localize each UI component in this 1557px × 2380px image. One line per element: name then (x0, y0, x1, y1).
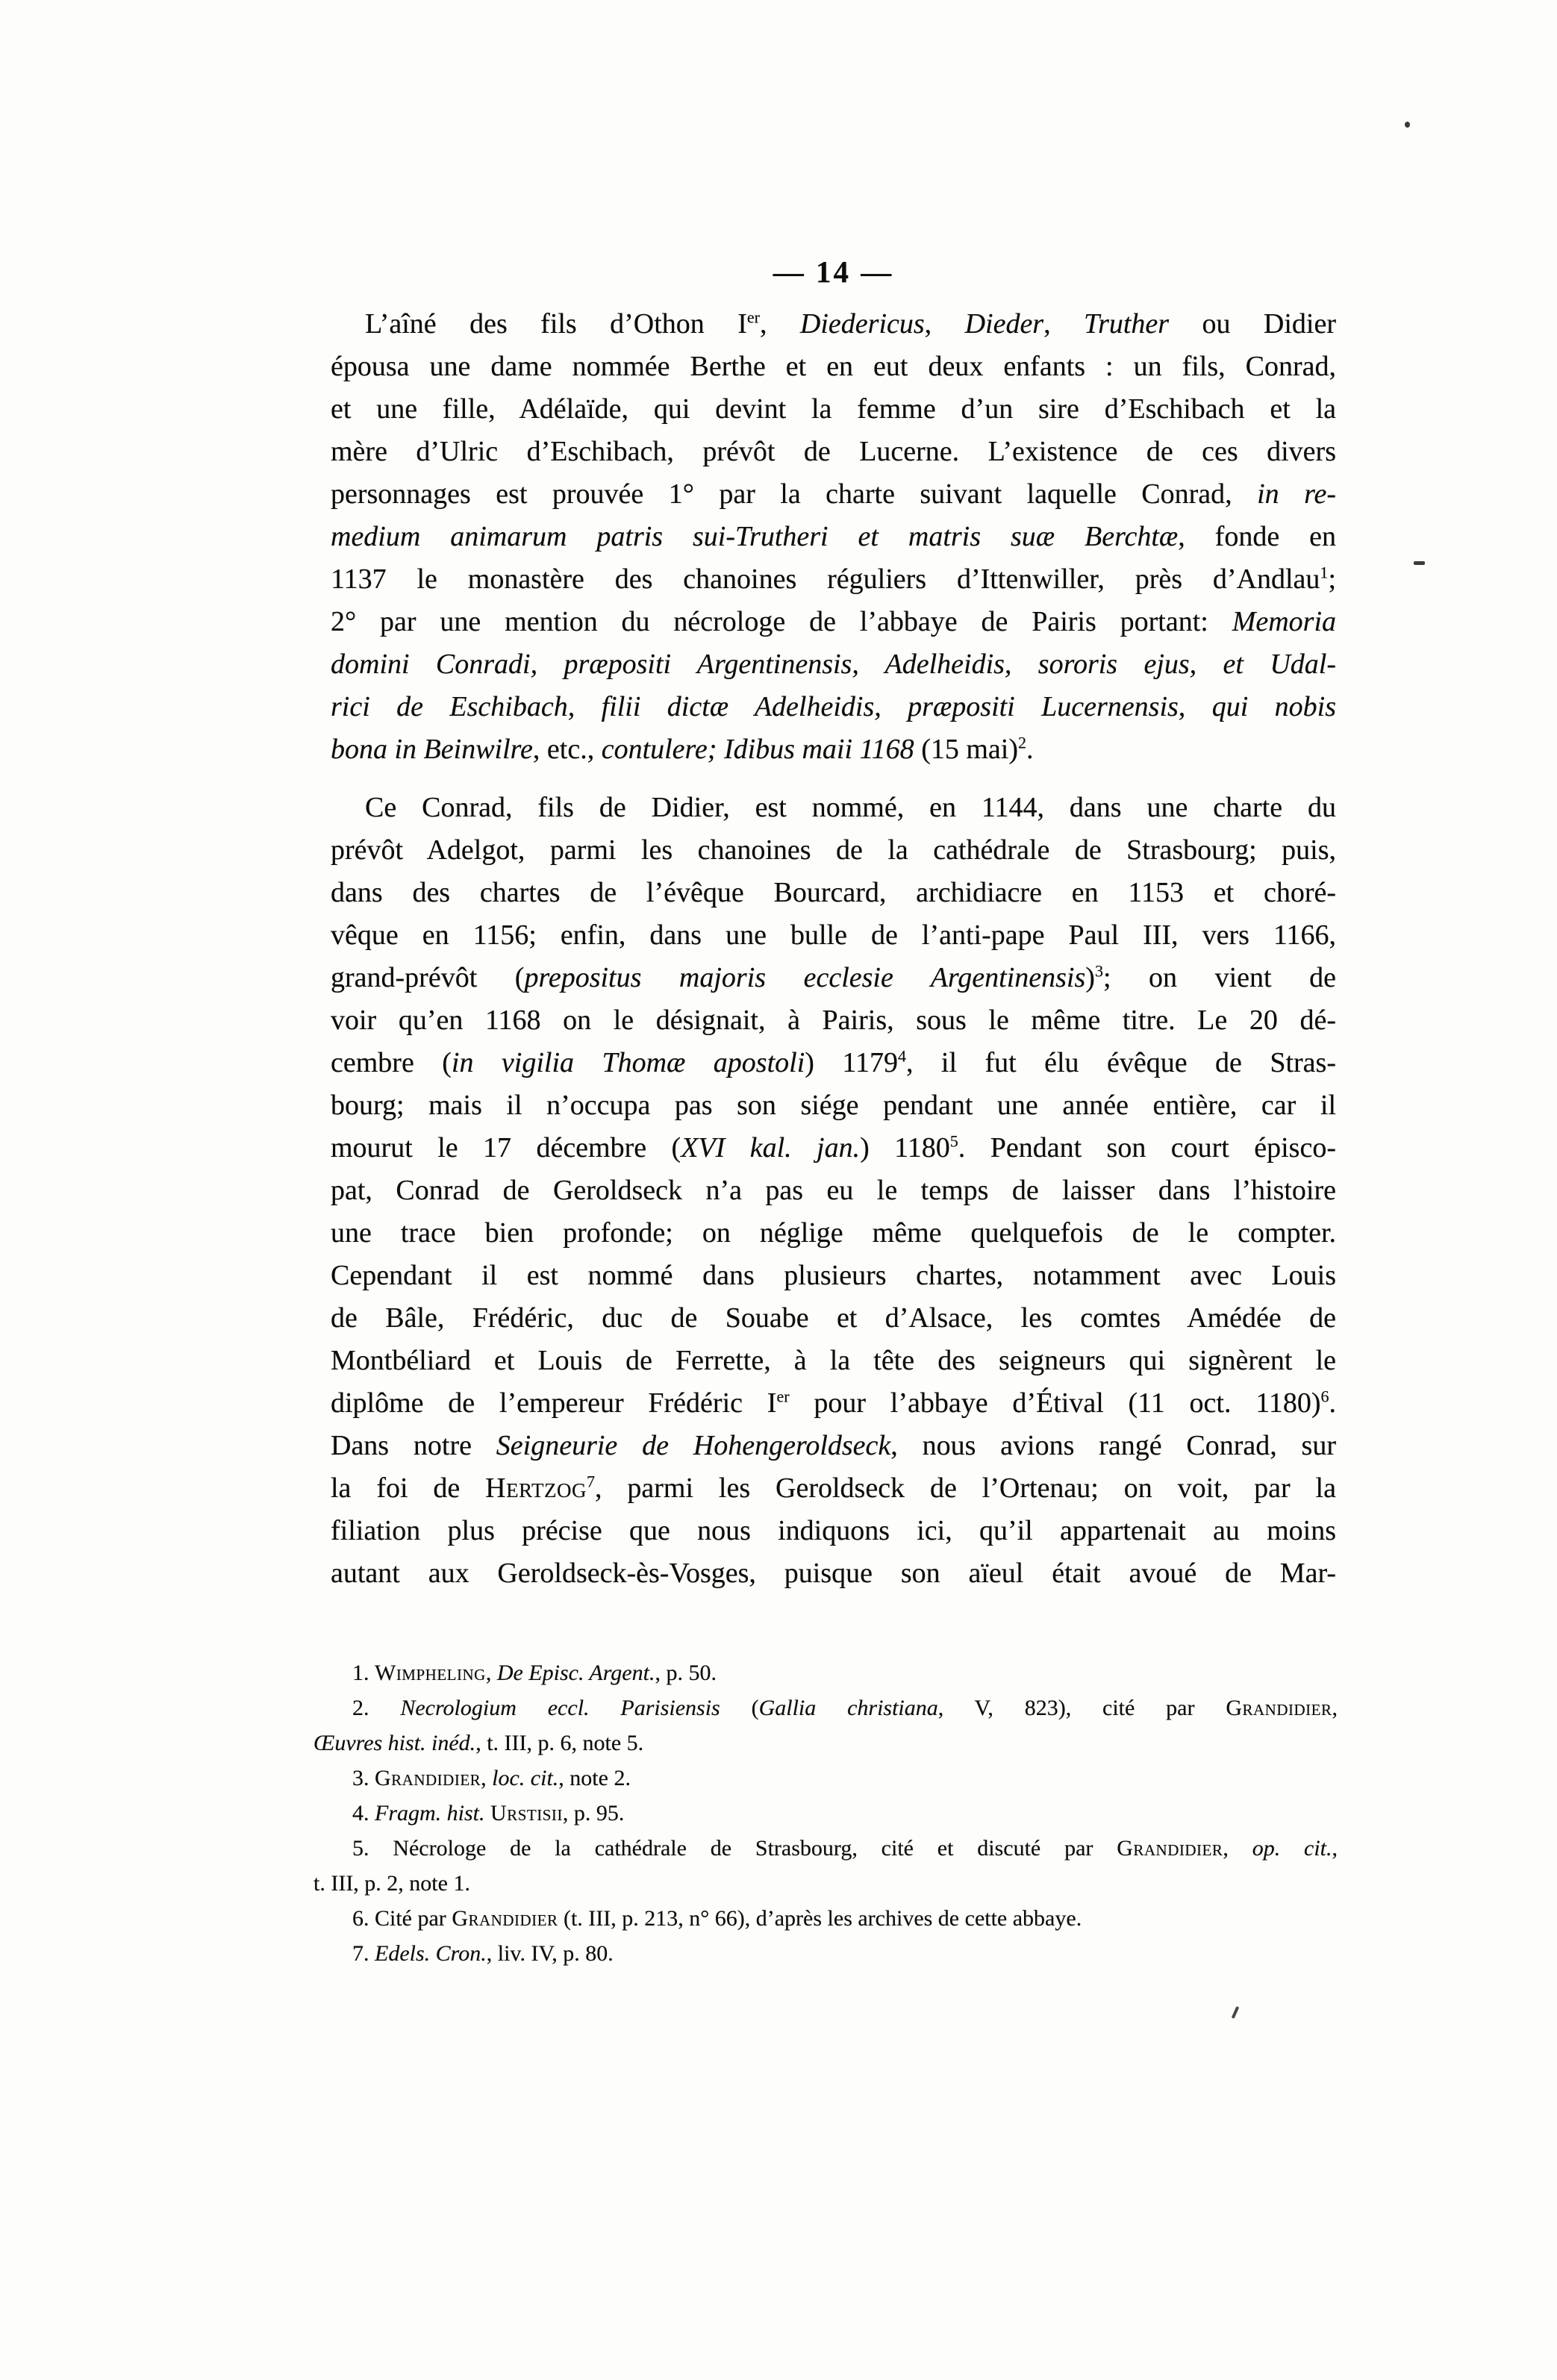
text-segment: Diedericus (799, 308, 925, 340)
footnotes-section (313, 1655, 1338, 1971)
text-line (331, 516, 1336, 558)
text-segment: ; (1328, 563, 1336, 595)
text-line (331, 1212, 1336, 1255)
text-segment: grand-prévôt ( (331, 962, 525, 993)
text-segment: une trace bien profonde; on néglige même quelquefois de le compter. (331, 1217, 1336, 1249)
text-line (331, 1255, 1336, 1297)
text-segment: ) 1179 (805, 1047, 898, 1078)
text-line (331, 999, 1336, 1042)
text-segment: de Bâle, Frédéric, duc de Souabe et d’Alsace, les comtes Amédée de (331, 1302, 1336, 1334)
text-segment: ou Didier (1169, 308, 1336, 340)
text-segment: , nous avions rangé Conrad, sur (890, 1430, 1336, 1461)
text-segment: , p. 95. (562, 1801, 625, 1825)
text-line (331, 388, 1336, 431)
text-segment: , V, 823), cité par (937, 1696, 1226, 1720)
text-segment: Œuvres hist. inéd. (313, 1731, 476, 1755)
text-line (331, 914, 1336, 957)
text-segment: cembre ( (331, 1047, 452, 1078)
text-segment: bona in Beinwilre (331, 734, 533, 765)
text-segment: ) 1180 (860, 1132, 950, 1164)
footnote (313, 1796, 1338, 1831)
text-line (331, 957, 1336, 999)
text-line (331, 1127, 1336, 1169)
text-segment: , (1043, 308, 1085, 340)
text-segment: bourg; mais il n’occupa pas son siége pendant une année entière, car il (331, 1090, 1336, 1121)
text-segment: (15 mai) (914, 734, 1018, 765)
text-segment: (t. III, p. 213, n° 66), d’après les archives de cette abbaye. (558, 1906, 1082, 1931)
scan-speck (1405, 122, 1410, 128)
text-segment: , (1332, 1836, 1338, 1861)
footnote-marker: 1 (1320, 563, 1329, 582)
text-segment: Truther (1084, 308, 1170, 340)
text-segment: contulere; Idibus maii 1168 (601, 734, 914, 765)
footnote-marker: 2 (1017, 733, 1026, 752)
text-line (331, 303, 1336, 346)
text-segment: in vigilia Thomæ apostoli (451, 1047, 805, 1078)
text-segment: , (481, 1766, 493, 1790)
text-segment: in re- (1257, 478, 1336, 510)
scan-speck (1232, 2006, 1240, 2019)
text-segment: , note 2. (558, 1766, 631, 1790)
text-line (331, 1467, 1336, 1510)
text-segment: Montbéliard et Louis de Ferrette, à la tête des seigneurs qui signèrent le (331, 1345, 1336, 1376)
text-line (331, 1382, 1336, 1425)
text-segment: 6. Cité par (352, 1906, 452, 1931)
text-segment: Edels. Cron. (375, 1941, 487, 1966)
text-segment: loc. cit. (492, 1766, 559, 1790)
text-segment: 5. Nécrologe de la cathédrale de Strasbourg, cité et discuté par (352, 1836, 1117, 1861)
text-segment: Urstisii (490, 1801, 563, 1825)
text-line (313, 1866, 1338, 1901)
text-segment: Gallia christiana (758, 1696, 938, 1720)
text-segment: . (1329, 1387, 1336, 1419)
text-segment: t. III, p. 2, note 1. (313, 1871, 470, 1896)
text-segment: Grandidier (1226, 1696, 1332, 1720)
text-segment: ; on vient de (1102, 962, 1336, 993)
text-segment: Fragm. hist. (375, 1801, 485, 1825)
text-segment: , liv. IV, p. 80. (486, 1941, 614, 1966)
text-segment: , (924, 308, 965, 340)
text-segment: Grandidier (375, 1766, 481, 1790)
text-line (331, 872, 1336, 914)
text-segment: autant aux Geroldseck-ès-Vosges, puisque son aïeul était avoué de Mar- (331, 1558, 1336, 1589)
text-line (331, 558, 1336, 601)
text-segment: personnages est prouvée 1° par la charte suivant laquelle Conrad, (331, 478, 1258, 510)
text-line (331, 1169, 1336, 1212)
text-segment: . (1026, 734, 1034, 765)
text-segment: dans des chartes de l’évêque Bourcard, archidiacre en 1153 et choré- (331, 877, 1336, 908)
text-line (331, 643, 1336, 686)
text-line (331, 829, 1336, 872)
text-segment: voir qu’en 1168 on le désignait, à Pairis, sous le même titre. Le 20 dé- (331, 1005, 1336, 1036)
text-line (331, 1425, 1336, 1467)
text-segment: De Episc. Argent. (496, 1661, 655, 1685)
text-segment: Grandidier (1117, 1836, 1223, 1861)
text-line (331, 473, 1336, 516)
text-line (331, 601, 1336, 643)
text-segment: op. cit. (1252, 1836, 1332, 1861)
text-segment: prévôt Adelgot, parmi les chanoines de la cathédrale de Strasbourg; puis, (331, 834, 1336, 866)
text-segment: 4. (352, 1801, 375, 1825)
text-line (331, 1340, 1336, 1382)
text-line (313, 1761, 1338, 1796)
text-segment: vêque en 1156; enfin, dans une bulle de l’anti-pape Paul III, vers 1166, (331, 919, 1336, 951)
text-segment: Hertzog (485, 1472, 587, 1504)
main-text (331, 303, 1336, 1595)
text-line (331, 728, 1336, 771)
footnote-marker: 3 (1094, 961, 1103, 981)
footnote (313, 1831, 1338, 1901)
text-segment: Memoria (1232, 606, 1336, 637)
text-segment: pour l’abbaye d’Étival (11 oct. 1180) (789, 1387, 1321, 1419)
text-line (313, 1936, 1338, 1971)
text-segment: , (1332, 1696, 1338, 1720)
text-segment: , (1223, 1836, 1252, 1861)
text-segment: épousa une dame nommée Berthe et en eut deux enfants : un fils, Conrad, (331, 351, 1336, 382)
text-segment: Grandidier (452, 1906, 558, 1931)
text-segment: medium animarum patris sui-Trutheri et matris suæ Berchtæ (331, 521, 1179, 552)
footnote (313, 1690, 1338, 1761)
text-line (313, 1690, 1338, 1725)
text-segment: Dieder (964, 308, 1044, 340)
text-segment: mourut le 17 décembre ( (331, 1132, 681, 1164)
text-line (331, 1552, 1336, 1595)
footnote-marker: 7 (586, 1472, 595, 1491)
footnote (313, 1901, 1338, 1936)
text-segment: rici de Eschibach, filii dictæ Adelheidis, præpositi Lucernensis, qui nobis (331, 691, 1336, 722)
text-segment: prepositus majoris ecclesie Argentinensis (524, 962, 1086, 993)
text-line (331, 1084, 1336, 1127)
text-segment: filiation plus précise que nous indiquons ici, qu’il appartenait au moins (331, 1515, 1336, 1546)
text-segment: , t. III, p. 6, note 5. (475, 1731, 644, 1755)
text-segment: , parmi les Geroldseck de l’Ortenau; on voit, par la (595, 1472, 1336, 1504)
page-number: — 14 — (773, 254, 894, 289)
text-line (331, 1042, 1336, 1084)
text-segment: 7. (352, 1941, 375, 1966)
footnote-marker: 6 (1320, 1387, 1329, 1406)
text-segment: la foi de (331, 1472, 486, 1504)
text-segment: domini Conradi, præpositi Argentinensis, Adelheidis, sororis ejus, et Udal- (331, 649, 1336, 680)
paragraph (331, 787, 1336, 1595)
text-segment: L’aîné des fils d’Othon I (365, 308, 747, 340)
text-segment: pat, Conrad de Geroldseck n’a pas eu le temps de laisser dans l’histoire (331, 1175, 1336, 1206)
text-segment: , (485, 1661, 497, 1685)
text-segment: Necrologium eccl. Parisiensis (400, 1696, 720, 1720)
text-segment: diplôme de l’empereur Frédéric I (331, 1387, 777, 1419)
text-line (313, 1901, 1338, 1936)
text-segment: Ce Conrad, fils de Didier, est nommé, en 1144, dans une charte du (365, 792, 1336, 823)
footnote-marker: 5 (949, 1131, 958, 1151)
text-segment: , p. 50. (655, 1661, 717, 1685)
text-line (331, 1297, 1336, 1340)
text-segment: ) (1085, 962, 1095, 993)
text-segment: mère d’Ulric d’Eschibach, prévôt de Lucerne. L’existence de ces divers (331, 436, 1336, 467)
text-segment: Wimpheling (375, 1661, 486, 1685)
footnote (313, 1761, 1338, 1796)
text-segment: , fonde en (1178, 521, 1336, 552)
text-line (313, 1831, 1338, 1866)
scan-speck (1414, 561, 1425, 565)
text-line (331, 686, 1336, 728)
footnote-marker: er (746, 307, 760, 327)
text-segment: 1. (352, 1661, 375, 1685)
text-line (331, 1510, 1336, 1552)
text-segment: Dans notre (331, 1430, 496, 1461)
text-segment: 3. (352, 1766, 375, 1790)
text-segment: . Pendant son court épisco- (958, 1132, 1336, 1164)
text-segment: , (760, 308, 800, 340)
text-segment: 1137 le monastère des chanoines réguliers d’Ittenwiller, près d’Andlau (331, 563, 1320, 595)
text-line (313, 1796, 1338, 1831)
paragraph (331, 303, 1336, 771)
text-segment: et une fille, Adélaïde, qui devint la femme d’un sire d’Eschibach et la (331, 393, 1336, 425)
text-segment (485, 1801, 491, 1825)
text-segment: 2° par une mention du nécrologe de l’abbaye de Pairis portant: (331, 606, 1232, 637)
footnote-marker: 4 (897, 1046, 906, 1066)
text-line (313, 1725, 1338, 1761)
text-segment: XVI kal. jan. (681, 1132, 861, 1164)
footnote-marker: er (776, 1387, 790, 1406)
text-segment: 2. (352, 1696, 401, 1720)
text-segment: Cependant il est nommé dans plusieurs chartes, notamment avec Louis (331, 1260, 1336, 1291)
text-segment: , etc., (532, 734, 602, 765)
text-line (313, 1655, 1338, 1690)
footnote (313, 1655, 1338, 1690)
footnote (313, 1936, 1338, 1971)
text-segment: , il fut élu évêque de Stras- (905, 1047, 1336, 1078)
text-segment: Seigneurie de Hohengeroldseck (496, 1430, 891, 1461)
text-line (331, 787, 1336, 829)
text-line (331, 431, 1336, 473)
text-line (331, 346, 1336, 388)
text-segment: ( (720, 1696, 759, 1720)
